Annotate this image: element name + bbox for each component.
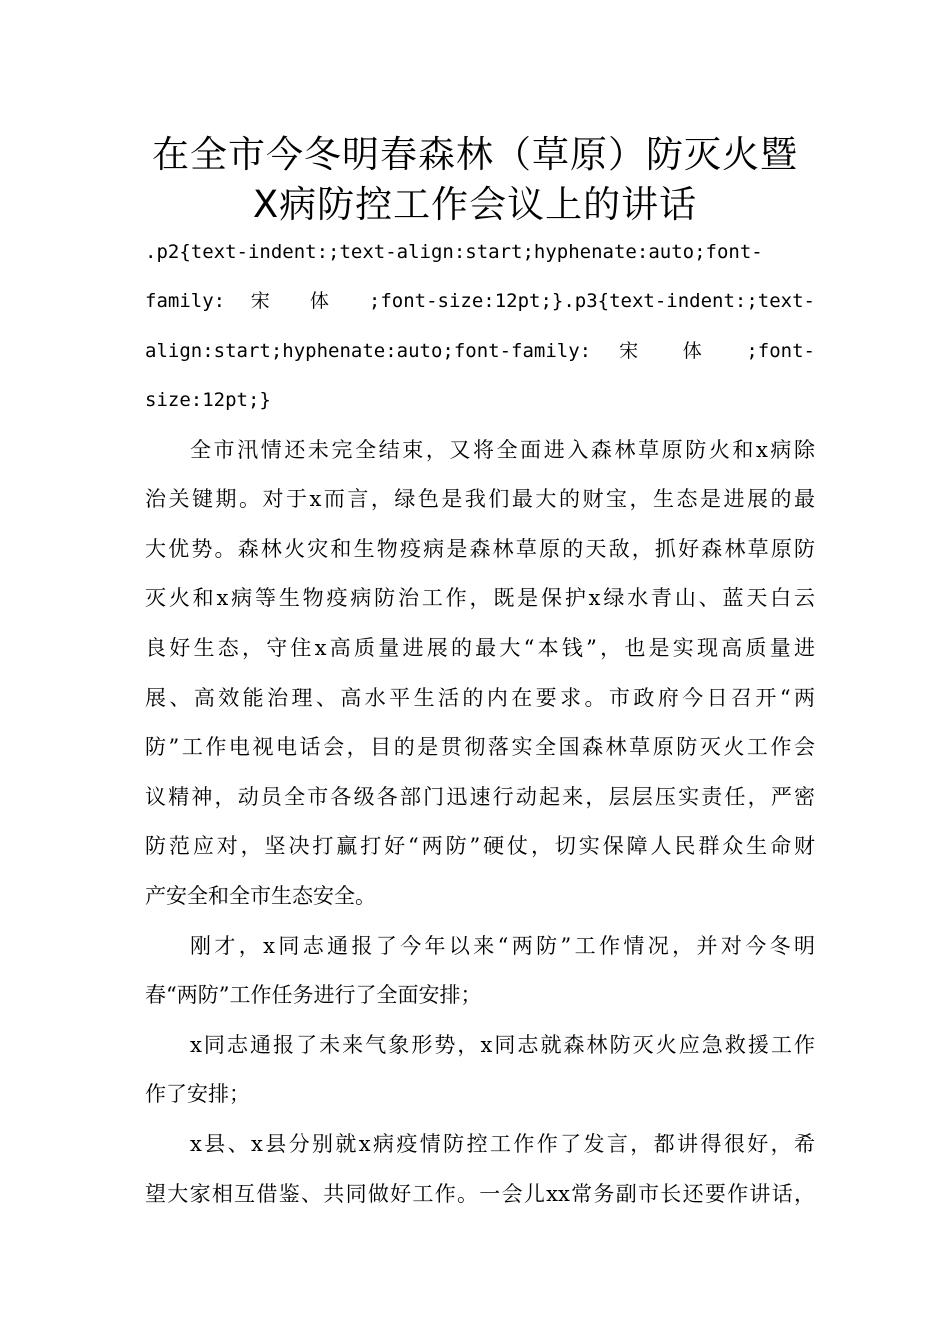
paragraph-1-line-3: 大优势。森林火灾和生物疫病是森林草原的天敌，抓好森林草原防	[145, 537, 815, 561]
paragraph-1-line-2: 治关键期。对于x而言，绿色是我们最大的财宝，生态是进展的最	[145, 487, 815, 511]
document-title-line-2: X病防控工作会议上的讲话	[252, 183, 698, 226]
paragraph-1-line-1: 全市汛情还未完全结束，又将全面进入森林草原防火和x病除	[190, 438, 815, 462]
paragraph-3-line-1: x同志通报了未来气象形势，x同志就森林防灭火应急救援工作	[190, 1033, 815, 1057]
paragraph-4-line-1: x县、x县分别就x病疫情防控工作作了发言，都讲得很好，希	[190, 1132, 815, 1156]
style-text-line-3: align:start;hyphenate:auto;font-family: 宋 体 ;font-	[145, 340, 815, 362]
style-text-line-2: family: 宋 体 ;font-size:12pt;}.p3{text-indent:;text-	[145, 290, 815, 312]
paragraph-1-line-8: 议精神，动员全市各级各部门迅速行动起来，层层压实责任，严密	[145, 785, 815, 809]
paragraph-1-line-9: 防范应对，坚决打赢打好“两防”硬仗，切实保障人民群众生命财	[145, 834, 815, 858]
paragraph-1-line-5: 良好生态，守住x高质量进展的最大“本钱”，也是实现高质量进	[145, 636, 815, 660]
style-text-line-1: .p2{text-indent:;text-align:start;hyphenate:auto;font-	[145, 241, 763, 263]
document-title-line-1: 在全市今冬明春森林（草原）防灭火暨	[152, 133, 798, 176]
paragraph-1-line-6: 展、高效能治理、高水平生活的内在要求。市政府今日召开“两	[145, 686, 815, 710]
paragraph-1-line-4: 灭火和x病等生物疫病防治工作，既是保护x绿水青山、蓝天白云	[145, 586, 815, 610]
paragraph-1-line-10: 产安全和全市生态安全。	[145, 884, 376, 908]
paragraph-1-line-7: 防”工作电视电话会，目的是贯彻落实全国森林草原防灭火工作会	[145, 735, 815, 759]
style-text-line-4: size:12pt;}	[145, 389, 271, 411]
paragraph-4-line-2: 望大家相互借鉴、共同做好工作。一会儿xx常务副市长还要作讲话，	[145, 1182, 815, 1206]
paragraph-2-line-2: 春“两防”工作任务进行了全面安排；	[145, 983, 482, 1007]
paragraph-3-line-2: 作了安排；	[145, 1082, 250, 1106]
paragraph-2-line-1: 刚才，x同志通报了今年以来“两防”工作情况，并对今冬明	[190, 934, 815, 958]
